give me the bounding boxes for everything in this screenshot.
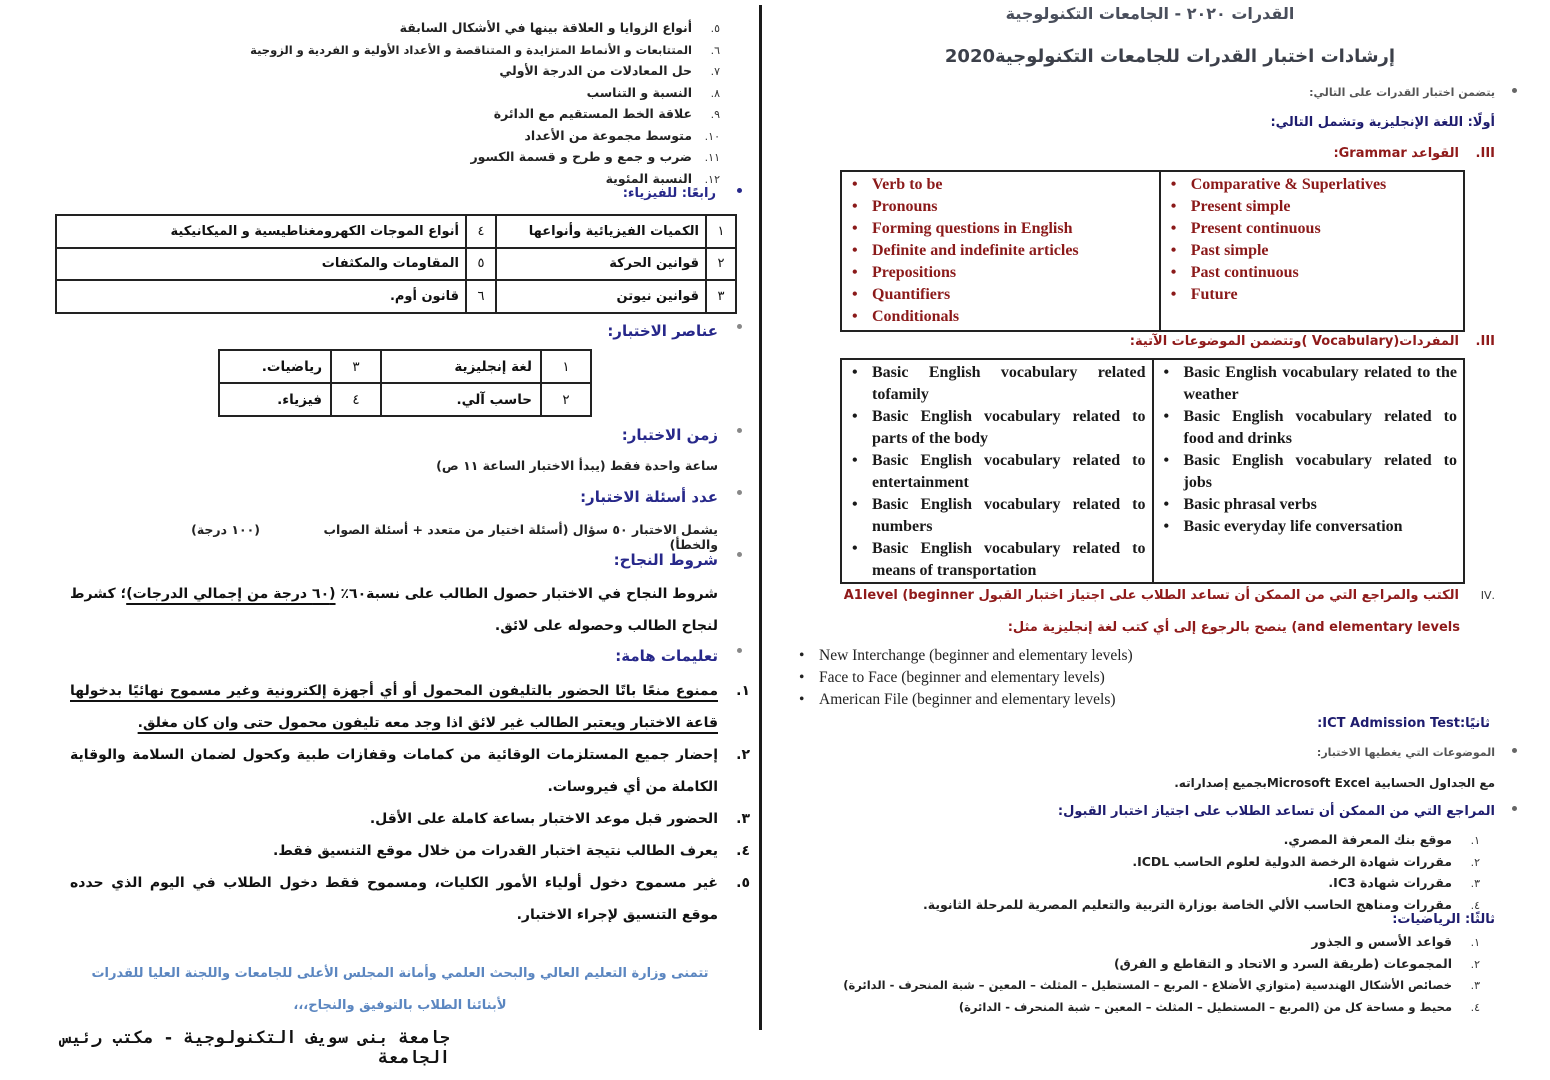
vocab-col-left <box>841 359 1153 583</box>
instruction-item: ١. ممنوع منعًا باتًا الحضور بالتليفون المحمول أو أي أجهزة إلكترونية وغير مسموح نهائيًا بدخولها قاعة الاختبار ويعتبر الطالب غير لائق اذا وجد معه تليفون محمول حتى وان كان مغلق. <box>70 683 750 731</box>
table-row: ١ لغة إنجليزية ٣ رياضيات. <box>219 350 591 383</box>
grammar-item: • Quantifiers <box>848 284 1153 306</box>
math-item: ٩.علاقة الخط المستقيم مع الدائرة <box>493 106 720 121</box>
math-item: ١٢.النسبة المئوية <box>605 170 720 186</box>
question-count-text: يشمل الاختبار ٥٠ سؤال (أسئلة اختيار من متعدد + أسئلة الصواب والخطأ) <box>323 522 718 552</box>
math-item: ٧.حل المعادلات من الدرجة الأولي <box>499 63 720 78</box>
bullet-icon <box>737 188 742 193</box>
bullet-icon <box>737 552 742 557</box>
ict-heading: ثانيًا:ICT Admission Test: <box>1317 716 1490 731</box>
table-row: ٣ قوانين نيوتن ٦ قانون أوم. <box>56 280 736 313</box>
grammar-item: • Definite and indefinite articles <box>848 240 1153 262</box>
pass-heading: شروط النجاح: <box>613 551 718 569</box>
bullet-icon <box>1512 806 1517 811</box>
math-heading: ثالثًا: الرياضيات: <box>1392 912 1495 927</box>
books-heading-text: الكتب والمراجع التي من الممكن أن تساعد الطلاب على اجتياز اختبار القبول A1level (beginner <box>843 588 1459 603</box>
grammar-item: • Prepositions <box>848 262 1153 284</box>
book-item: • American File (beginner and elementary levels) <box>797 689 1297 711</box>
vocab-item: • Basic English vocabulary related to parts of the body <box>848 406 1146 450</box>
ict-refs-list <box>880 830 1480 916</box>
exam-time-text: ساعة واحدة فقط (يبدأ الاختبار الساعة ١١ ص) <box>436 458 718 473</box>
vocab-col-right <box>1153 359 1465 583</box>
instruction-item: ٣. الحضور قبل موعد الاختبار بساعة كاملة على الأقل. <box>369 811 750 827</box>
instruction-item: ٥. غير مسموح دخول أولياء الأمور الكليات، ومسموح فقط دخول الطلاب في اليوم الذي حدده موقع التنسيق لإجراء الاختبار. <box>70 875 750 923</box>
bullet-icon <box>737 490 742 495</box>
pass-text: شروط النجاح في الاختبار حصول الطالب على نسبة٦٠٪ (٦٠ درجة من إجمالي الدرجات)؛ كشرط لنجاح الطالب وحصوله على لائق. <box>70 586 719 634</box>
grammar-item: • Pronouns <box>848 196 1153 218</box>
table-row: ٢ حاسب آلي. ٤ فيزياء. <box>219 383 591 416</box>
books-heading-line2: and elementary levels) ينصح بالرجوع إلى أي كتب لغة إنجليزية مثل: <box>1007 620 1460 635</box>
document-title-top: القدرات ٢٠٢٠ - الجامعات التكنولوجية <box>1005 4 1295 23</box>
vocab-item: • Basic English vocabulary related to means of transportation <box>848 538 1146 582</box>
books-number: .IV <box>1480 589 1495 602</box>
bullet-icon <box>737 648 742 653</box>
closing-line-2: لأبنائنا الطلاب بالتوفيق والنجاح،،، <box>293 998 507 1013</box>
math-item: ٨.النسبة و التناسب <box>586 84 720 100</box>
grammar-table <box>840 170 1465 332</box>
exam-time-heading: زمن الاختبار: <box>621 426 718 444</box>
physics-heading: رابعًا: للفيزياء: <box>622 186 716 201</box>
vocab-item: • Basic English vocabulary related to the weather <box>1160 362 1458 406</box>
document-title-main: إرشادات اختبار القدرات للجامعات التكنولوجية2020 <box>944 46 1396 67</box>
grammar-item: • Comparative & Superlatives <box>1167 174 1457 196</box>
vocab-item: • Basic English vocabulary related to jobs <box>1160 450 1458 494</box>
grammar-col-left <box>841 171 1160 331</box>
vocabulary-table <box>840 358 1465 584</box>
book-item: • New Interchange (beginner and elementary levels) <box>797 645 1297 667</box>
math-item: ٦.المتتابعات و الأنماط المتزايدة و المتناقصة و الأعداد الأولية و الفردية و الزوجية <box>250 42 720 57</box>
table-row: ٢ قوانين الحركة ٥ المقاومات والمكثفات <box>56 248 736 281</box>
math-item: ١.قواعد الأسس و الجذور <box>1311 934 1480 949</box>
grammar-item: • Present simple <box>1167 196 1457 218</box>
vocab-label: المفردات(Vocabulary )وتتضمن الموضوعات الآتية: <box>1129 334 1459 349</box>
question-count-score: (١٠٠ درجة) <box>191 522 260 537</box>
vocab-item: • Basic everyday life conversation <box>1160 516 1458 538</box>
ict-refs-heading: المراجع التي من الممكن أن تساعد الطلاب على اجتياز اختبار القبول: <box>1057 804 1495 819</box>
ict-topics-heading: الموضوعات التي يغطيها الاختبار: <box>1316 746 1495 759</box>
footer-university: جامعة بنى سويف التكنولوجية - مكتب رئيس الجامعة <box>61 1028 450 1068</box>
ict-ref-item: ٣.مقررات شهادة IC3. <box>1328 875 1480 890</box>
books-heading-line1 <box>820 588 1495 603</box>
instruction-item: ٤. يعرف الطالب نتيجة اختبار القدرات من خلال موقع التنسيق فقط. <box>273 843 750 859</box>
vocab-number: III. <box>1475 334 1495 349</box>
table-row: ١ الكميات الفيزيائية وأنواعها ٤ أنواع الموجات الكهرومغناطيسية و الميكانيكية <box>56 215 736 248</box>
math-list-part2 <box>240 18 720 190</box>
math-item: ٢.المجموعات (طريقة السرد و الاتحاد و التقاطع و الفرق) <box>1113 955 1480 971</box>
instructions-heading: تعليمات هامة: <box>615 647 718 665</box>
physics-table <box>55 214 737 314</box>
bullet-icon <box>1512 88 1517 93</box>
vocab-item: • Basic English vocabulary related to entertainment <box>848 450 1146 494</box>
vocab-item: • Basic phrasal verbs <box>1160 494 1458 516</box>
column-divider <box>759 5 762 1030</box>
bullet-icon <box>737 428 742 433</box>
grammar-item: • Forming questions in English <box>848 218 1153 240</box>
math-item: ١١.ضرب و جمع و طرح و قسمة الكسور <box>470 149 720 164</box>
ict-ref-item: ١.موقع بنك المعرفة المصري. <box>1283 832 1480 847</box>
grammar-item: • Past simple <box>1167 240 1457 262</box>
grammar-number: III. <box>1475 146 1495 161</box>
math-list-part1 <box>840 932 1480 1018</box>
vocab-heading <box>1000 334 1495 349</box>
book-item: • Face to Face (beginner and elementary levels) <box>797 667 1297 689</box>
closing-line-1: تتمنى وزارة التعليم العالي والبحث العلمي وأمانة المجلس الأعلى للجامعات واللجنة العليا للقدرات <box>91 966 709 981</box>
math-item: ٤.محيط و مساحة كل من (المربع – المستطيل – المثلث – المعين – شبة المنحرف - الدائرة) <box>958 999 1480 1014</box>
ict-topics-text: مع الجداول الحسابية Microsoft Excelبجميع إصداراته. <box>1174 776 1495 790</box>
ict-ref-item: ٢.مقررات شهادة الرخصة الدولية لعلوم الحاسب ICDL. <box>1132 853 1480 869</box>
math-item: ٣.خصائص الأشكال الهندسية (متوازي الأضلاع - المربع – المستطيل – المثلث – المعين – شبة المنحرف - الدائرة) <box>843 978 1480 992</box>
instructions-list <box>70 675 750 931</box>
english-heading: أولًا: اللغة الإنجليزية وتشمل التالي: <box>1270 115 1495 130</box>
vocab-item: • Basic English vocabulary related to numbers <box>848 494 1146 538</box>
vocab-item: • Basic English vocabulary related to food and drinks <box>1160 406 1458 450</box>
grammar-item: • Future <box>1167 284 1457 306</box>
grammar-item: • Past continuous <box>1167 262 1457 284</box>
math-item: ١٠.متوسط مجموعة من الأعداد <box>524 127 720 143</box>
grammar-item: • Verb to be <box>848 174 1153 196</box>
question-count-heading: عدد أسئلة الاختبار: <box>580 488 718 506</box>
intro-text: يتضمن اختبار القدرات على التالي: <box>1309 86 1495 99</box>
bullet-icon <box>737 324 742 329</box>
exam-parts-table <box>218 349 592 417</box>
grammar-label: القواعد Grammar: <box>1333 146 1459 161</box>
grammar-col-right <box>1160 171 1464 331</box>
ict-ref-item: ٤.مقررات ومناهج الحاسب الألي الخاصة بوزارة التربية والتعليم المصرية للمرحلة الثانوية. <box>923 896 1480 912</box>
exam-parts-heading: عناصر الاختبار: <box>607 322 718 340</box>
books-list <box>797 645 1297 711</box>
grammar-item: • Conditionals <box>848 306 1153 328</box>
grammar-heading <box>1100 146 1495 161</box>
vocab-item: • Basic English vocabulary related tofamily <box>848 362 1146 406</box>
grammar-item: • Present continuous <box>1167 218 1457 240</box>
bullet-icon <box>1512 748 1517 753</box>
instruction-item: ٢. إحضار جميع المستلزمات الوقائية من كمامات وقفازات طبية وكحول لضمان السلامة والوقاية الكاملة من أي فيروسات. <box>70 747 750 795</box>
math-item: ٥.أنواع الزوايا و العلاقة بينها في الأشكال السابقة <box>399 20 720 35</box>
